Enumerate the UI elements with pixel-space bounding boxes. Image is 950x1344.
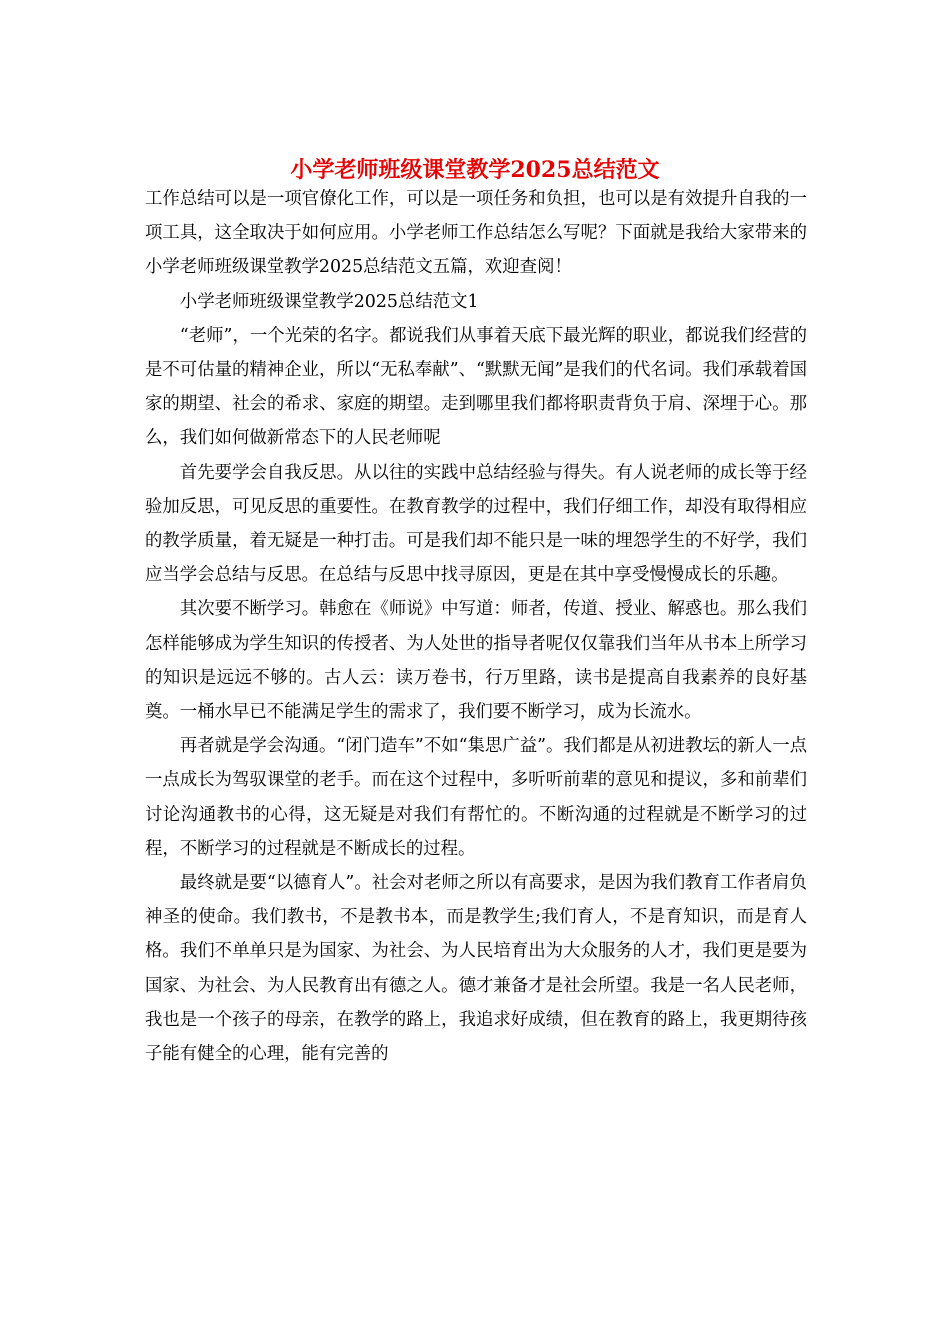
section-heading: 小学老师班级课堂教学2025总结范文1 xyxy=(179,291,479,312)
body-paragraph: “老师”，一个光荣的名字。都说我们从事着天底下最光辉的职业，都说我们经营的是不可估量的精神企业，所以“无私奉献”、“默默无闻”是我们的代名词。我们承载着国家的期望、社会的希求、家庭的期望。走到哪里我们都将职责背负于肩、深埋于心。那么，我们如何做新常态下的人民老师呢 xyxy=(145,325,807,449)
body-paragraph: 再者就是学会沟通。“闭门造车”不如“集思广益”。我们都是从初进教坛的新人一点一点成长为驾驭课堂的老手。而在这个过程中，多听听前辈的意见和提议，多和前辈们讨论沟通教书的心得，这无疑是对我们有帮忙的。不断沟通的过程就是不断学习的过程，不断学习的过程就是不断成长的过程。 xyxy=(145,736,807,859)
body-paragraph: 首先要学会自我反思。从以往的实践中总结经验与得失。有人说老师的成长等于经验加反思，可见反思的重要性。在教育教学的过程中，我们仔细工作，却没有取得相应的教学质量，着无疑是一种打击。可是我们却不能只是一味的埋怨学生的不好学，我们应当学会总结与反思。在总结与反思中找寻原因，更是在其中享受慢慢成长的乐趣。 xyxy=(145,462,807,586)
body-paragraph: 最终就是要“以德育人”。社会对老师之所以有高要求，是因为我们教育工作者肩负神圣的使命。我们教书，不是教书本，而是教学生;我们育人，不是育知识，而是育人格。我们不单单只是为国家、为社会、为人民培育出为大众服务的人才，我们更是要为国家、为社会、为人民教育出有德之人。德才兼备才是社会所望。我是一名人民老师，我也是一个孩子的母亲，在教学的路上，我追求好成绩，但在教育的路上，我更期待孩子能有健全的心理，能有完善的 xyxy=(145,873,807,1065)
document-body xyxy=(145,182,807,1071)
document-title: 小学老师班级课堂教学2025总结范文 xyxy=(290,157,660,183)
intro-paragraph: 工作总结可以是一项官僚化工作，可以是一项任务和负担，也可以是有效提升自我的一项工具，这全取决于如何应用。小学老师工作总结怎么写呢？下面就是我给大家带来的小学老师班级课堂教学2025总结范文五篇，欢迎查阅！ xyxy=(145,189,807,278)
body-paragraph: 其次要不断学习。韩愈在《师说》中写道：师者，传道、授业、解惑也。那么我们怎样能够成为学生知识的传授者、为人处世的指导者呢仅仅靠我们当年从书本上所学习的知识是远远不够的。古人云：读万卷书，行万里路，读书是提高自我素养的良好基奠。一桶水早已不能满足学生的需求了，我们要不断学习，成为长流水。 xyxy=(145,599,807,723)
